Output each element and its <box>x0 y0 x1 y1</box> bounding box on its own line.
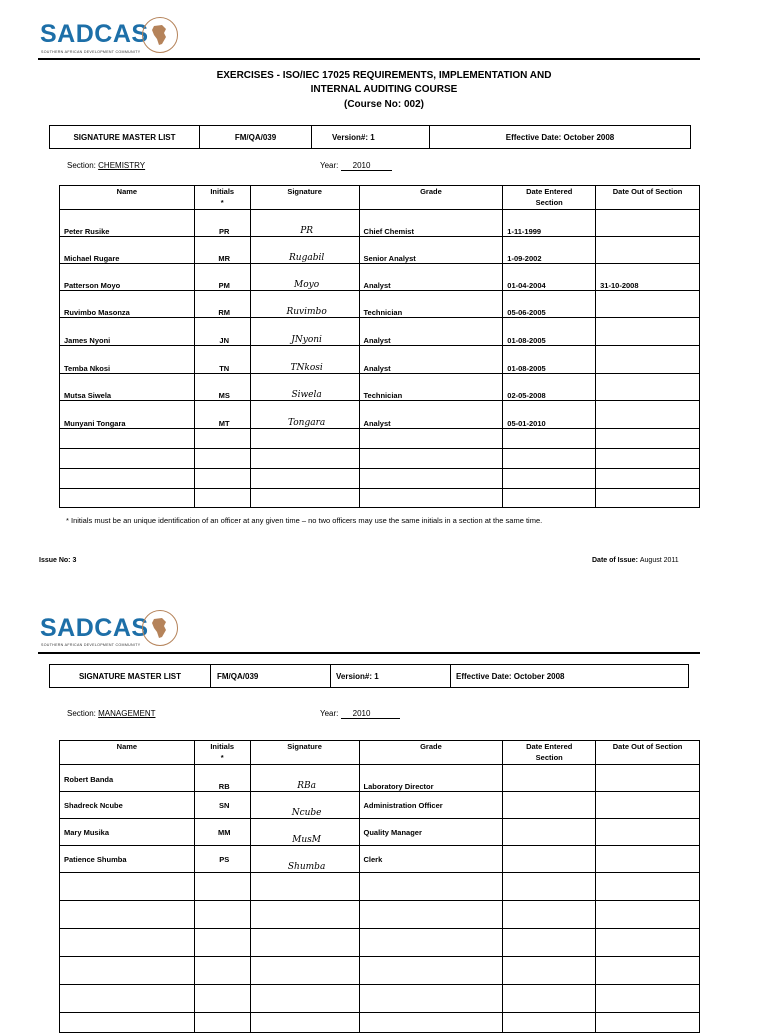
signature-mark: Shumba <box>287 862 326 872</box>
cell-signature <box>250 291 359 318</box>
africa-map-icon <box>142 17 178 53</box>
table-row <box>60 765 700 792</box>
header-rule <box>38 58 700 60</box>
section-label: Section: <box>67 709 96 718</box>
table-row <box>60 846 700 873</box>
cell-grade: Analyst <box>359 318 503 346</box>
form-number: FM/QA/039 <box>211 665 331 687</box>
table-row <box>60 264 700 291</box>
col-name: Name <box>60 186 195 210</box>
signature-mark: PR <box>300 226 314 236</box>
cell-grade: Analyst <box>359 346 503 374</box>
col-date-out: Date Out of Section <box>596 186 700 210</box>
col-date-entered: Date Entered Section <box>503 741 596 765</box>
cell-signature <box>250 374 359 401</box>
cell-date-in: 1-09-2002 <box>503 237 596 264</box>
empty-row <box>60 429 700 449</box>
col-signature: Signature <box>250 186 359 210</box>
cell-signature <box>250 210 359 237</box>
cell-signature <box>250 237 359 264</box>
table-row <box>60 291 700 318</box>
signature-mark: Moyo <box>294 280 320 290</box>
cell-date-in: 1-11-1999 <box>503 210 596 237</box>
table-row <box>60 792 700 819</box>
list-name: SIGNATURE MASTER LIST <box>50 126 200 148</box>
cell-initials: MS <box>194 374 250 401</box>
cell-date-out <box>596 401 700 429</box>
version: Version#: 1 <box>331 665 451 687</box>
cell-initials: PM <box>194 264 250 291</box>
cell-initials: JN <box>194 318 250 346</box>
cell-grade: Administration Officer <box>359 792 503 819</box>
date-of-issue-label: Date of Issue: <box>592 557 638 564</box>
year-value: 2010 <box>341 161 393 171</box>
signature-table <box>59 740 700 1033</box>
cell-initials: RB <box>194 765 250 792</box>
cell-date-in: 01-04-2004 <box>503 264 596 291</box>
year-field <box>320 161 392 171</box>
logo-tagline: SOUTHERN AFRICAN DEVELOPMENT COMMUNITY <box>41 50 141 54</box>
effective-date: Effective Date: October 2008 <box>505 132 615 142</box>
cell-date-out <box>596 291 700 318</box>
col-signature: Signature <box>250 741 359 765</box>
cell-name: Peter Rusike <box>60 210 195 237</box>
document-title-line-2: INTERNAL AUDITING COURSE <box>310 84 458 95</box>
effective-date: Effective Date: October 2008 <box>456 671 565 681</box>
table-row <box>60 819 700 846</box>
section-value: MANAGEMENT <box>98 709 156 718</box>
table-header-row <box>60 186 700 210</box>
cell-signature <box>250 819 359 846</box>
cell-name: Michael Rugare <box>60 237 195 264</box>
empty-row <box>60 469 700 489</box>
cell-grade: Analyst <box>359 264 503 291</box>
cell-initials: MM <box>194 819 250 846</box>
empty-row <box>60 489 700 508</box>
issue-number: Issue No: 3 <box>39 557 77 564</box>
cell-grade: Chief Chemist <box>359 210 503 237</box>
col-name: Name <box>60 741 195 765</box>
cell-date-in: 05-06-2005 <box>503 291 596 318</box>
cell-initials: PS <box>194 846 250 873</box>
cell-date-in: 01-08-2005 <box>503 318 596 346</box>
empty-row <box>60 985 700 1013</box>
signature-mark: TNkosi <box>290 363 323 373</box>
table-row <box>60 374 700 401</box>
signature-mark: Rugabil <box>289 253 325 263</box>
section-label: Section: <box>67 161 96 170</box>
col-grade: Grade <box>359 186 503 210</box>
empty-row <box>60 873 700 901</box>
document-title-line-1: EXERCISES - ISO/IEC 17025 REQUIREMENTS, IMPLEMENTATION AND <box>216 70 552 81</box>
table-row <box>60 237 700 264</box>
form-header-box <box>49 664 689 688</box>
cell-name: Mary Musika <box>60 819 195 846</box>
signature-mark: Siwela <box>291 390 322 400</box>
empty-row <box>60 957 700 985</box>
list-name: SIGNATURE MASTER LIST <box>50 665 211 687</box>
cell-date-in: 02-05-2008 <box>503 374 596 401</box>
cell-date-out <box>596 346 700 374</box>
africa-map-icon <box>142 610 178 646</box>
section-field <box>67 161 145 170</box>
cell-name: Mutsa Siwela <box>60 374 195 401</box>
cell-grade: Clerk <box>359 846 503 873</box>
sadcas-logo <box>40 20 185 60</box>
cell-grade: Technician <box>359 374 503 401</box>
table-row <box>60 318 700 346</box>
table-row <box>60 210 700 237</box>
signature-mark: Tongara <box>287 418 326 428</box>
form-header-box <box>49 125 691 149</box>
version: Version#: 1 <box>312 126 430 148</box>
cell-grade: Laboratory Director <box>359 765 503 792</box>
cell-grade: Senior Analyst <box>359 237 503 264</box>
year-label: Year: <box>320 709 339 718</box>
header-rule <box>38 652 700 654</box>
cell-name: Munyani Tongara <box>60 401 195 429</box>
cell-date-out <box>596 374 700 401</box>
year-label: Year: <box>320 161 339 170</box>
signature-table <box>59 185 700 508</box>
cell-signature <box>250 318 359 346</box>
logo-text: SADCAS <box>40 614 149 642</box>
cell-name: Ruvimbo Masonza <box>60 291 195 318</box>
cell-initials: MT <box>194 401 250 429</box>
cell-signature <box>250 765 359 792</box>
cell-date-out <box>596 237 700 264</box>
sadcas-logo <box>40 610 185 650</box>
signature-mark: JNyoni <box>291 335 322 345</box>
empty-row <box>60 901 700 929</box>
cell-name: Patience Shumba <box>60 846 195 873</box>
cell-initials: MR <box>194 237 250 264</box>
cell-name: Temba Nkosi <box>60 346 195 374</box>
col-date-entered: Date Entered Section <box>503 186 596 210</box>
cell-date-in: 01-08-2005 <box>503 346 596 374</box>
cell-date-out <box>596 210 700 237</box>
empty-row <box>60 1013 700 1033</box>
cell-name: James Nyoni <box>60 318 195 346</box>
date-of-issue-value: August 2011 <box>639 557 679 564</box>
cell-signature <box>250 846 359 873</box>
logo-text: SADCAS <box>40 20 149 48</box>
col-date-out: Date Out of Section <box>596 741 700 765</box>
cell-name: Robert Banda <box>60 765 195 792</box>
signature-mark: RBa <box>297 781 316 791</box>
cell-date-out: 31-10-2008 <box>596 264 700 291</box>
col-initials: Initials * <box>194 741 250 765</box>
col-initials: Initials * <box>194 186 250 210</box>
empty-row <box>60 449 700 469</box>
cell-name: Shadreck Ncube <box>60 792 195 819</box>
signature-mark: Ruvimbo <box>286 307 327 317</box>
cell-grade: Quality Manager <box>359 819 503 846</box>
logo-tagline: SOUTHERN AFRICAN DEVELOPMENT COMMUNITY <box>41 643 141 647</box>
table-row <box>60 401 700 429</box>
initials-footnote: * Initials must be an unique identification of an officer at any given time – no two officers may use the same initials in a section at the same time. <box>66 516 543 525</box>
col-grade: Grade <box>359 741 503 765</box>
year-field <box>320 709 400 719</box>
cell-initials: TN <box>194 346 250 374</box>
cell-grade: Technician <box>359 291 503 318</box>
cell-date-out <box>596 318 700 346</box>
table-header-row <box>60 741 700 765</box>
cell-signature <box>250 264 359 291</box>
cell-initials: RM <box>194 291 250 318</box>
signature-mark: MusM <box>292 835 322 845</box>
signature-mark: Ncube <box>291 808 322 818</box>
cell-grade: Analyst <box>359 401 503 429</box>
cell-initials: PR <box>194 210 250 237</box>
cell-date-in: 05-01-2010 <box>503 401 596 429</box>
document-title-line-3: (Course No: 002) <box>343 99 424 110</box>
cell-signature <box>250 401 359 429</box>
table-row <box>60 346 700 374</box>
cell-name: Patterson Moyo <box>60 264 195 291</box>
section-value: CHEMISTRY <box>98 161 146 170</box>
section-field <box>67 709 155 718</box>
date-of-issue <box>592 557 679 564</box>
form-number: FM/QA/039 <box>200 126 312 148</box>
empty-row <box>60 929 700 957</box>
cell-initials: SN <box>194 792 250 819</box>
cell-signature <box>250 346 359 374</box>
year-value: 2010 <box>341 709 401 719</box>
cell-signature <box>250 792 359 819</box>
